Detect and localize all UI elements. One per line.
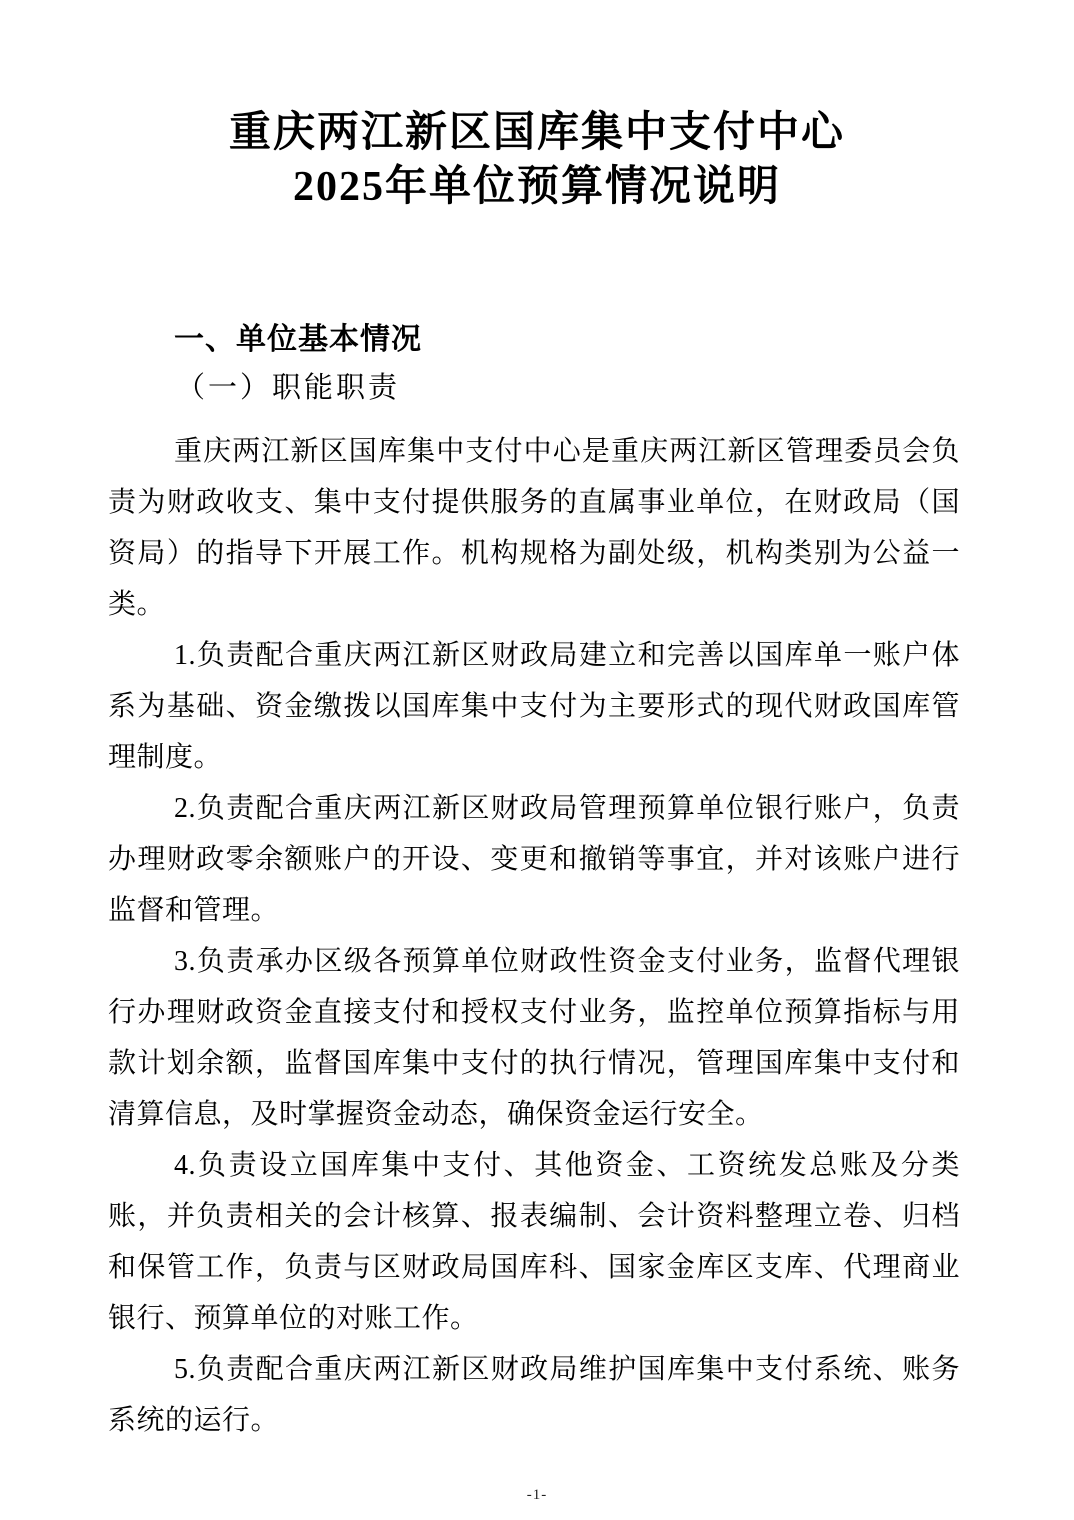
- document-title: [0, 106, 1074, 214]
- page-number: -1-: [526, 1487, 548, 1503]
- body-paragraph: 重庆两江新区国库集中支付中心是重庆两江新区管理委员会负责为财政收支、集中支付提供服务的直属事业单位，在财政局（国资局）的指导下开展工作。机构规格为副处级，机构类别为公益一类。: [108, 436, 960, 620]
- document-title-line-1: 重庆两江新区国库集中支付中心: [228, 110, 845, 156]
- body-paragraph: 1.负责配合重庆两江新区财政局建立和完善以国库单一账户体系为基础、资金缴拨以国库集中支付为主要形式的现代财政国库管理制度。: [108, 640, 960, 773]
- subsection-heading: （一）职能职责: [176, 372, 401, 404]
- document-title-line-2: 2025年单位预算情况说明: [292, 164, 781, 210]
- document-body: [108, 323, 960, 1446]
- body-paragraph: 5.负责配合重庆两江新区财政局维护国库集中支付系统、账务系统的运行。: [108, 1354, 960, 1436]
- page-footer: [0, 1486, 1074, 1504]
- body-paragraph: 2.负责配合重庆两江新区财政局管理预算单位银行账户，负责办理财政零余额账户的开设、变更和撤销等事宜，并对该账户进行监督和管理。: [108, 793, 960, 926]
- body-paragraph: 3.负责承办区级各预算单位财政性资金支付业务，监督代理银行办理财政资金直接支付和授权支付业务，监控单位预算指标与用款计划余额，监督国库集中支付的执行情况，管理国库集中支付和清算信息，及时掌握资金动态，确保资金运行安全。: [108, 946, 960, 1130]
- section-heading: 一、单位基本情况: [174, 323, 422, 356]
- body-paragraph: 4.负责设立国库集中支付、其他资金、工资统发总账及分类账，并负责相关的会计核算、报表编制、会计资料整理立卷、归档和保管工作，负责与区财政局国库科、国家金库区支库、代理商业银行、预算单位的对账工作。: [108, 1150, 960, 1334]
